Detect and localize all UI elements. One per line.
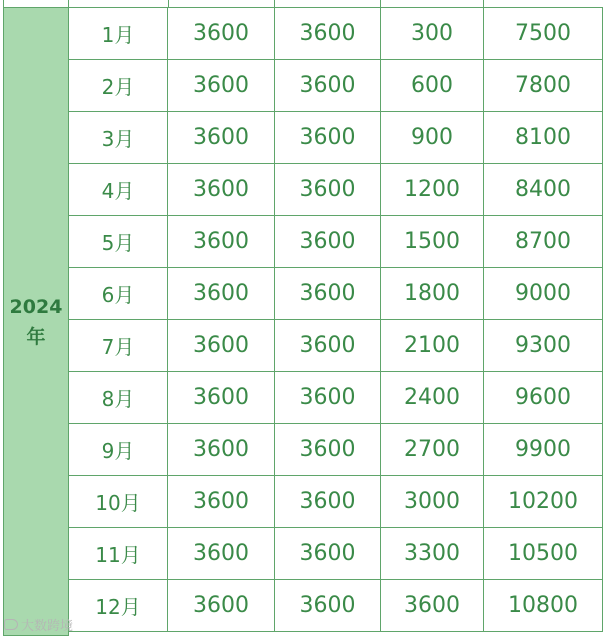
watermark-text: 大数跨境: [21, 619, 74, 634]
value-cell-3: 2700: [381, 424, 484, 476]
value-cell-1: 3600: [168, 8, 275, 60]
table-row: [69, 8, 603, 60]
value-cell-4: 10800: [484, 580, 603, 632]
value-cell-2: 3600: [275, 424, 381, 476]
value-cell-1: 3600: [168, 580, 275, 632]
value-cell-1: 3600: [168, 372, 275, 424]
month-cell: 6月: [69, 268, 168, 320]
value-cell-4: 8400: [484, 164, 603, 216]
month-cell: 4月: [69, 164, 168, 216]
month-cell: 1月: [69, 8, 168, 60]
table-row: [69, 320, 603, 372]
value-cell-3: 900: [381, 112, 484, 164]
value-cell-1: 3600: [168, 216, 275, 268]
value-cell-2: 3600: [275, 60, 381, 112]
table-row: [69, 528, 603, 580]
value-cell-3: 1500: [381, 216, 484, 268]
value-cell-2: 3600: [275, 528, 381, 580]
value-cell-2: 3600: [275, 216, 381, 268]
monthly-table: [68, 7, 603, 632]
value-cell-2: 3600: [275, 372, 381, 424]
value-cell-3: 3300: [381, 528, 484, 580]
column-divider: [483, 0, 484, 7]
month-cell: 5月: [69, 216, 168, 268]
month-cell: 8月: [69, 372, 168, 424]
year-unit: 年: [26, 325, 46, 348]
value-cell-1: 3600: [168, 268, 275, 320]
value-cell-4: 9600: [484, 372, 603, 424]
value-cell-3: 3000: [381, 476, 484, 528]
value-cell-3: 2100: [381, 320, 484, 372]
value-cell-4: 10200: [484, 476, 603, 528]
value-cell-1: 3600: [168, 164, 275, 216]
table-row: [69, 216, 603, 268]
year-label-cell: [3, 7, 69, 636]
value-cell-4: 9300: [484, 320, 603, 372]
month-cell: 3月: [69, 112, 168, 164]
watermark-logo-icon: [4, 619, 18, 630]
value-cell-1: 3600: [168, 320, 275, 372]
table-row: [69, 580, 603, 632]
value-cell-1: 3600: [168, 424, 275, 476]
value-cell-3: 1200: [381, 164, 484, 216]
value-cell-2: 3600: [275, 164, 381, 216]
value-cell-2: 3600: [275, 320, 381, 372]
value-cell-4: 8100: [484, 112, 603, 164]
value-cell-3: 3600: [381, 580, 484, 632]
month-cell: 11月: [69, 528, 168, 580]
value-cell-2: 3600: [275, 112, 381, 164]
month-cell: 2月: [69, 60, 168, 112]
month-cell: 10月: [69, 476, 168, 528]
value-cell-4: 7500: [484, 8, 603, 60]
month-cell: 9月: [69, 424, 168, 476]
table-row: [69, 372, 603, 424]
value-cell-1: 3600: [168, 476, 275, 528]
table-row: [69, 424, 603, 476]
value-cell-4: 9000: [484, 268, 603, 320]
value-cell-3: 300: [381, 8, 484, 60]
year-number: 2024: [9, 295, 63, 318]
value-cell-2: 3600: [275, 8, 381, 60]
column-divider: [274, 0, 275, 7]
column-divider: [168, 0, 169, 7]
watermark: [4, 615, 73, 634]
table-row: [69, 112, 603, 164]
table-row: [69, 164, 603, 216]
value-cell-4: 10500: [484, 528, 603, 580]
value-cell-2: 3600: [275, 580, 381, 632]
value-cell-1: 3600: [168, 112, 275, 164]
value-cell-4: 8700: [484, 216, 603, 268]
value-cell-3: 1800: [381, 268, 484, 320]
month-cell: 7月: [69, 320, 168, 372]
value-cell-2: 3600: [275, 476, 381, 528]
value-cell-3: 600: [381, 60, 484, 112]
value-cell-1: 3600: [168, 528, 275, 580]
table-row: [69, 476, 603, 528]
table-row: [69, 60, 603, 112]
value-cell-4: 7800: [484, 60, 603, 112]
table-row: [69, 268, 603, 320]
column-divider: [380, 0, 381, 7]
table-header-edge: [3, 0, 603, 7]
column-divider: [68, 0, 69, 7]
value-cell-3: 2400: [381, 372, 484, 424]
value-cell-4: 9900: [484, 424, 603, 476]
month-cell: 12月: [69, 580, 168, 632]
value-cell-2: 3600: [275, 268, 381, 320]
value-cell-1: 3600: [168, 60, 275, 112]
